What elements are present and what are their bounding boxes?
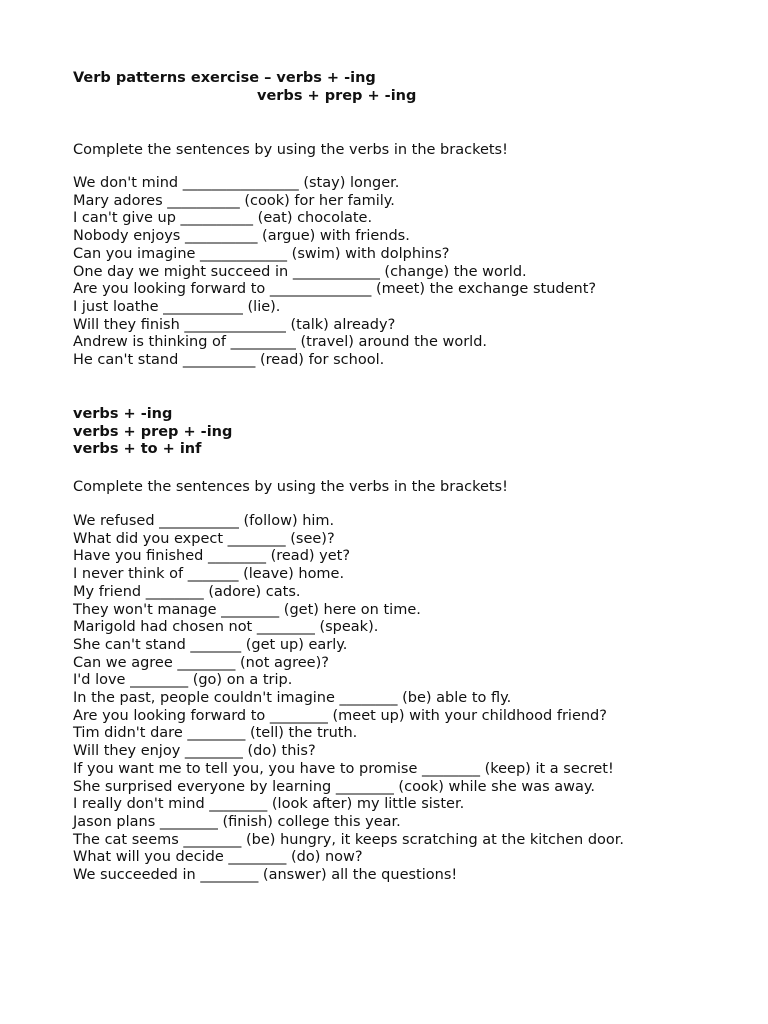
exercise-sentence: If you want me to tell you, you have to promise ________ (keep) it a secret! bbox=[73, 760, 614, 777]
section2-instruction: Complete the sentences by using the verbs in the brackets! bbox=[73, 479, 508, 495]
exercise-sentence: I can't give up __________ (eat) chocolate. bbox=[73, 210, 373, 227]
exercise-sentence: One day we might succeed in ____________ (change) the world. bbox=[73, 263, 527, 280]
exercise-sentence: Are you looking forward to ______________ (meet) the exchange student? bbox=[73, 281, 597, 298]
exercise-sentence: They won't manage ________ (get) here on time. bbox=[73, 601, 421, 618]
exercise-sentence: She can't stand _______ (get up) early. bbox=[73, 636, 348, 653]
exercise-sentence: Will they finish ______________ (talk) already? bbox=[73, 316, 396, 333]
exercise-sentence: I'd love ________ (go) on a trip. bbox=[73, 672, 293, 689]
exercise-sentence: My friend ________ (adore) cats. bbox=[73, 583, 301, 600]
exercise-sentence: Nobody enjoys __________ (argue) with friends. bbox=[73, 228, 410, 245]
exercise-sentence: She surprised everyone by learning ________ (cook) while she was away. bbox=[73, 778, 596, 795]
exercise-sentence: Marigold had chosen not ________ (speak). bbox=[73, 619, 379, 636]
exercise-sentence: Will they enjoy ________ (do) this? bbox=[73, 743, 316, 760]
exercise-sentence: I never think of _______ (leave) home. bbox=[73, 566, 345, 583]
section-heading: verbs + prep + -ing bbox=[73, 423, 233, 440]
exercise-sentence: The cat seems ________ (be) hungry, it keeps scratching at the kitchen door. bbox=[73, 831, 625, 848]
exercise-sentence: What did you expect ________ (see)? bbox=[73, 530, 335, 547]
exercise-sentence: We succeeded in ________ (answer) all the questions! bbox=[73, 867, 458, 884]
exercise-sentence: Andrew is thinking of _________ (travel) around the world. bbox=[73, 334, 488, 351]
exercise-sentence: Can you imagine ____________ (swim) with dolphins? bbox=[73, 245, 450, 262]
section-heading: verbs + to + inf bbox=[73, 441, 202, 457]
exercise-sentence: Have you finished ________ (read) yet? bbox=[73, 548, 351, 565]
exercise-sentence: Jason plans ________ (finish) college this year. bbox=[73, 813, 401, 830]
exercise-sentence: Mary adores __________ (cook) for her family. bbox=[73, 192, 395, 209]
section1-sentence-list bbox=[73, 175, 596, 370]
section1-instruction: Complete the sentences by using the verbs in the brackets! bbox=[73, 142, 508, 158]
exercise-sentence: Can we agree ________ (not agree)? bbox=[73, 654, 329, 671]
exercise-sentence: In the past, people couldn't imagine ________ (be) able to fly. bbox=[73, 690, 512, 707]
exercise-sentence: Tim didn't dare ________ (tell) the truth. bbox=[73, 725, 358, 742]
exercise-sentence: I really don't mind ________ (look after) my little sister. bbox=[73, 796, 465, 813]
exercise-sentence: He can't stand __________ (read) for school. bbox=[73, 352, 385, 369]
worksheet-subtitle: verbs + prep + -ing bbox=[257, 88, 417, 104]
section-heading: verbs + -ing bbox=[73, 406, 173, 422]
worksheet-title: Verb patterns exercise – verbs + -ing bbox=[73, 70, 376, 86]
exercise-sentence: Are you looking forward to ________ (meet up) with your childhood friend? bbox=[73, 707, 607, 724]
section2-headings bbox=[73, 406, 232, 459]
exercise-sentence: We refused ___________ (follow) him. bbox=[73, 513, 335, 529]
section2-sentence-list bbox=[73, 513, 624, 885]
exercise-sentence: We don't mind ________________ (stay) longer. bbox=[73, 175, 400, 191]
exercise-sentence: What will you decide ________ (do) now? bbox=[73, 849, 363, 866]
exercise-sentence: I just loathe ___________ (lie). bbox=[73, 298, 281, 315]
